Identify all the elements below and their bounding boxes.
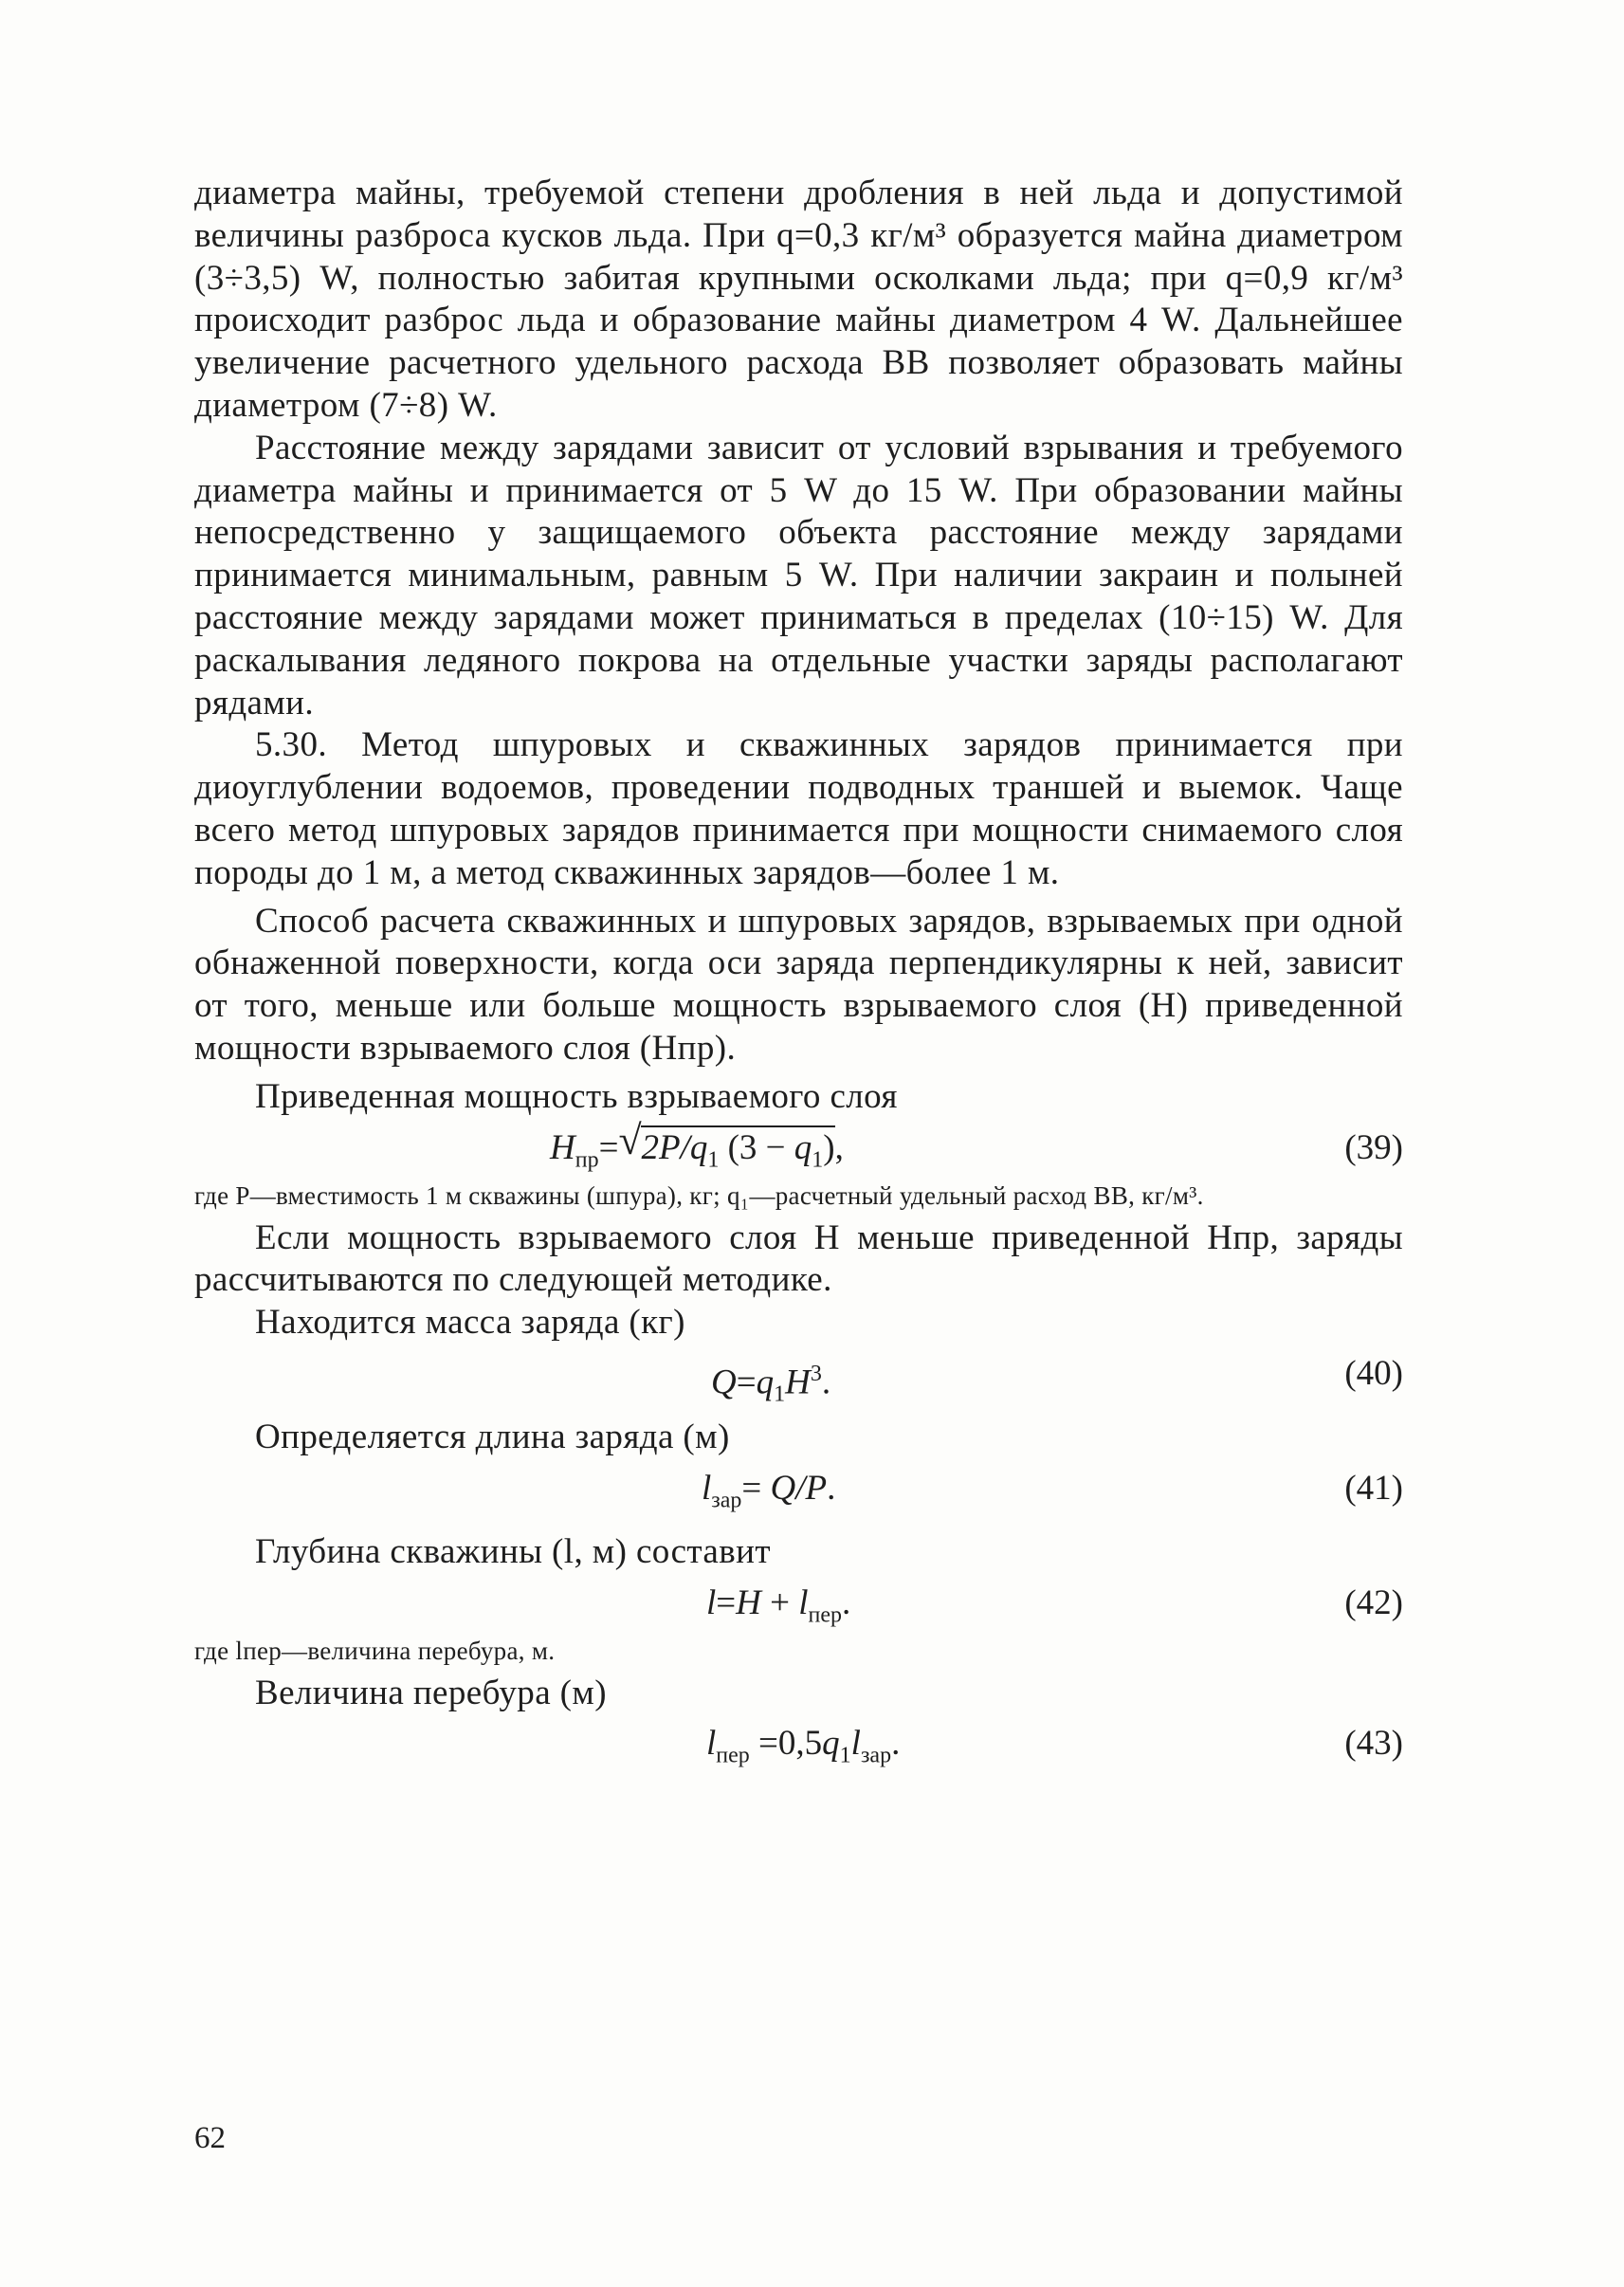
paragraph-4: Способ расчета скважинных и шпуровых зарядов, взрываемых при одной обнаженной поверхности, когда оси заряда перпендикулярны к ней, зависит от того, меньше или больше мощность взрываемого слоя (H) приведенной мощности взрываемого слоя (Hпр). <box>194 901 1403 1068</box>
paragraph-7: Находится масса заряда (кг) <box>255 1303 685 1343</box>
paragraph-9: Глубина скважины (l, м) составит <box>255 1531 771 1571</box>
paragraph-2: Расстояние между зарядами зависит от условий взрывания и требуемого диаметра майны и принимается от 5 W до 15 W. При образовании майны непосредственно у защищаемого объекта расстояние между зарядами принимается минимальным, равным 5 W. При наличии закраин и полыней расстояние между зарядами может приниматься в пределах (10÷15) W. Для раскалывания ледяного покрова на отдельные участки заряды располагают рядами. <box>194 428 1403 723</box>
equation-39-number: (39) <box>1344 1127 1403 1167</box>
text-column <box>194 173 1403 1773</box>
equation-41-row <box>194 1459 1403 1518</box>
equation-43-row <box>194 1714 1403 1773</box>
equation-41: $l_{зар}= Q/P$. <box>702 1468 836 1513</box>
equation-39-row <box>194 1116 1403 1178</box>
equation-42: $l=H + l_{пер}$. <box>706 1583 851 1627</box>
equation-41-number: (41) <box>1344 1468 1403 1508</box>
paragraph-6: Если мощность взрываемого слоя H меньше приведенной Hпр, заряды рассчитываются по следующей методике. <box>194 1217 1403 1300</box>
equation-39: $H_{пр}=$ √ $2P/q_1$ $(3 - q_1)$, <box>550 1119 844 1189</box>
equation-40: $Q=q_1H^3$. <box>711 1361 831 1407</box>
equation-43-number: (43) <box>1344 1724 1403 1764</box>
paragraph-5: Приведенная мощность взрываемого слоя <box>255 1076 898 1116</box>
equation-42-row <box>194 1574 1403 1633</box>
equation-43: $l_{пер} =0,5q_1l_{зар}$. <box>706 1724 901 1768</box>
note-42: где lпер—величина перебура, м. <box>194 1636 556 1665</box>
paragraph-8: Определяется длина заряда (м) <box>255 1417 730 1456</box>
note-39: где P—вместимость 1 м скважины (шпура), кг; q₁—расчетный удельный расход ВВ, кг/м³. <box>194 1180 1204 1210</box>
paragraph-3-section-5-30: 5.30. Метод шпуровых и скважинных зарядов принимается при диоуглублении водоемов, проведении подводных траншей и выемок. Чаще всего метод шпуровых зарядов принимается при мощности снимаемого слоя породы до 1 м, а метод скважинных зарядов—более 1 м. <box>194 725 1403 892</box>
equation-40-number: (40) <box>1344 1353 1403 1393</box>
equation-42-number: (42) <box>1344 1583 1403 1622</box>
paragraph-1: диаметра майны, требуемой степени дробления в ней льда и допустимой величины разброса кусков льда. При q=0,3 кг/м³ образуется майна диаметром (3÷3,5) W, полностью забитая крупными осколками льда; при q=0,9 кг/м³ происходит разброс льда и образование майны диаметром 4 W. Дальнейшее увеличение расчетного удельного расхода ВВ позволяет образовать майны диаметром (7÷8) W. <box>194 174 1403 425</box>
page-number: 62 <box>194 2121 226 2155</box>
paragraph-10: Величина перебура (м) <box>255 1673 607 1712</box>
equation-40-row <box>194 1345 1403 1407</box>
